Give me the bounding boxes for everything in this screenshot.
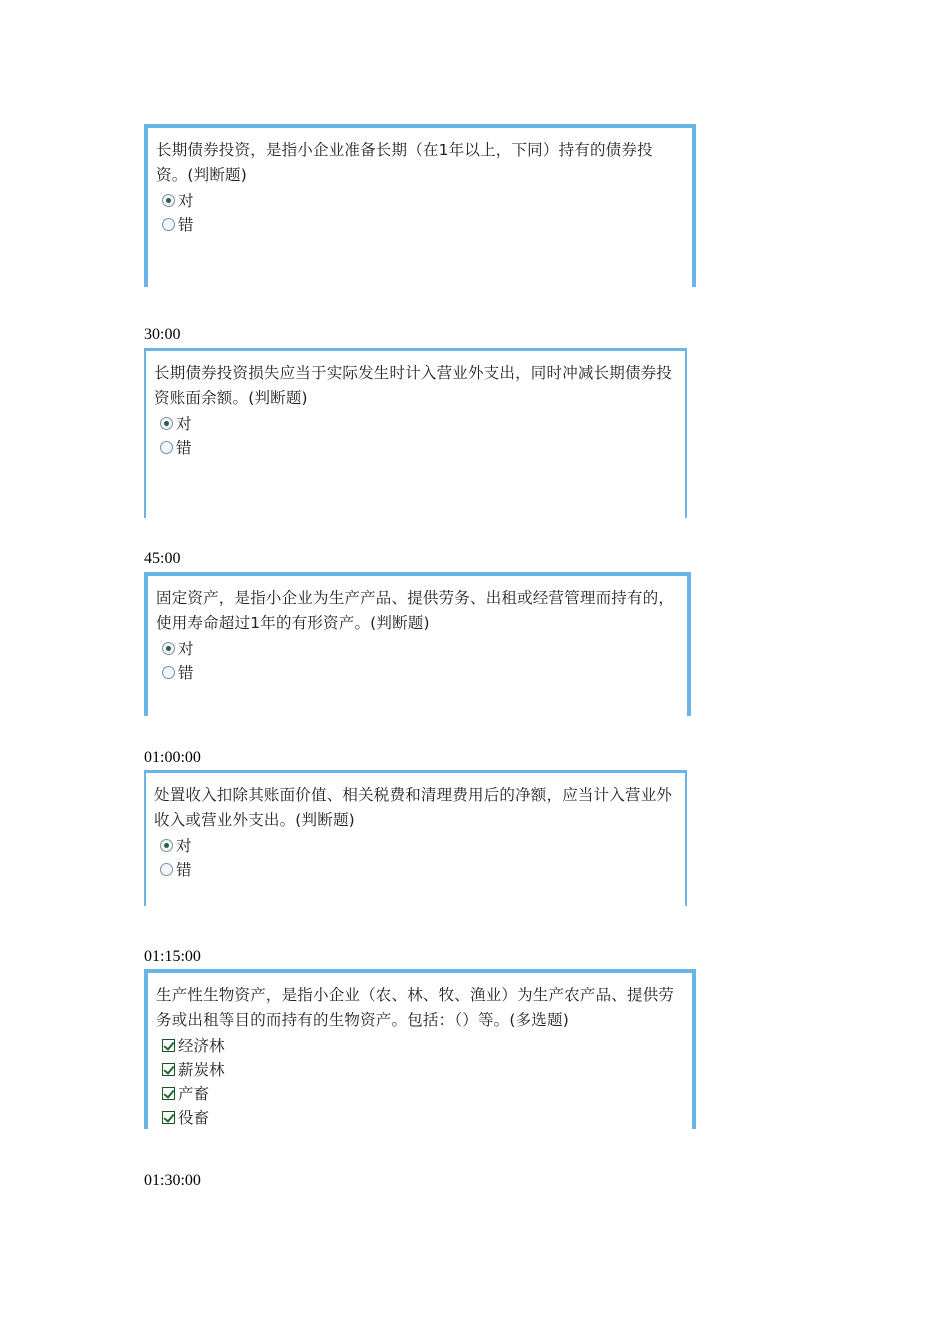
option-true[interactable] bbox=[156, 636, 679, 660]
option-false[interactable] bbox=[154, 435, 677, 459]
radio-empty-icon[interactable] bbox=[162, 218, 175, 231]
option-true[interactable] bbox=[156, 188, 684, 212]
option-label: 薪炭林 bbox=[178, 1061, 225, 1079]
option-checkbox[interactable] bbox=[156, 1033, 684, 1057]
option-false[interactable] bbox=[156, 660, 679, 684]
option-label: 对 bbox=[178, 640, 194, 658]
question-card-5 bbox=[144, 969, 696, 1129]
question-card-1 bbox=[144, 124, 696, 287]
checkbox-checked-icon[interactable] bbox=[162, 1087, 175, 1100]
option-true[interactable] bbox=[154, 833, 677, 857]
radio-empty-icon[interactable] bbox=[160, 441, 173, 454]
question-text: 处置收入扣除其账面价值、相关税费和清理费用后的净额，应当计入营业外收入或营业外支出。(判断题) bbox=[154, 786, 673, 829]
radio-selected-icon[interactable] bbox=[162, 642, 175, 655]
timestamp: 01:30:00 bbox=[144, 1172, 201, 1189]
question-text: 长期债券投资，是指小企业准备长期（在1年以上，下同）持有的债券投资。(判断题) bbox=[156, 141, 653, 184]
option-label: 对 bbox=[178, 192, 194, 210]
timestamp: 01:15:00 bbox=[144, 948, 201, 965]
option-label: 产畜 bbox=[178, 1085, 210, 1103]
timestamp: 01:00:00 bbox=[144, 749, 201, 766]
radio-empty-icon[interactable] bbox=[160, 863, 173, 876]
option-label: 错 bbox=[178, 216, 194, 234]
radio-selected-icon[interactable] bbox=[160, 417, 173, 430]
timestamp: 45:00 bbox=[144, 550, 181, 567]
checkbox-checked-icon[interactable] bbox=[162, 1063, 175, 1076]
option-true[interactable] bbox=[154, 411, 677, 435]
option-checkbox[interactable] bbox=[156, 1057, 684, 1081]
question-card-4 bbox=[144, 770, 687, 906]
option-false[interactable] bbox=[156, 212, 684, 236]
checkbox-checked-icon[interactable] bbox=[162, 1111, 175, 1124]
option-false[interactable] bbox=[154, 857, 677, 881]
radio-empty-icon[interactable] bbox=[162, 666, 175, 679]
question-card-3 bbox=[144, 572, 691, 716]
option-label: 错 bbox=[176, 439, 192, 457]
option-label: 经济林 bbox=[178, 1037, 225, 1055]
radio-selected-icon[interactable] bbox=[160, 839, 173, 852]
question-text: 长期债券投资损失应当于实际发生时计入营业外支出，同时冲减长期债券投资账面余额。(判断题) bbox=[154, 364, 673, 407]
timestamp: 30:00 bbox=[144, 326, 181, 343]
option-label: 对 bbox=[176, 415, 192, 433]
option-label: 错 bbox=[176, 861, 192, 879]
question-card-2 bbox=[144, 348, 687, 518]
option-label: 役畜 bbox=[178, 1109, 210, 1127]
question-text: 固定资产，是指小企业为生产产品、提供劳务、出租或经营管理而持有的，使用寿命超过1年的有形资产。(判断题) bbox=[156, 589, 675, 632]
option-label: 错 bbox=[178, 664, 194, 682]
checkbox-checked-icon[interactable] bbox=[162, 1039, 175, 1052]
option-checkbox[interactable] bbox=[156, 1105, 684, 1129]
question-text: 生产性生物资产，是指小企业（农、林、牧、渔业）为生产农产品、提供劳务或出租等目的而持有的生物资产。包括：（）等。(多选题) bbox=[156, 986, 675, 1029]
option-label: 对 bbox=[176, 837, 192, 855]
option-checkbox[interactable] bbox=[156, 1081, 684, 1105]
radio-selected-icon[interactable] bbox=[162, 194, 175, 207]
